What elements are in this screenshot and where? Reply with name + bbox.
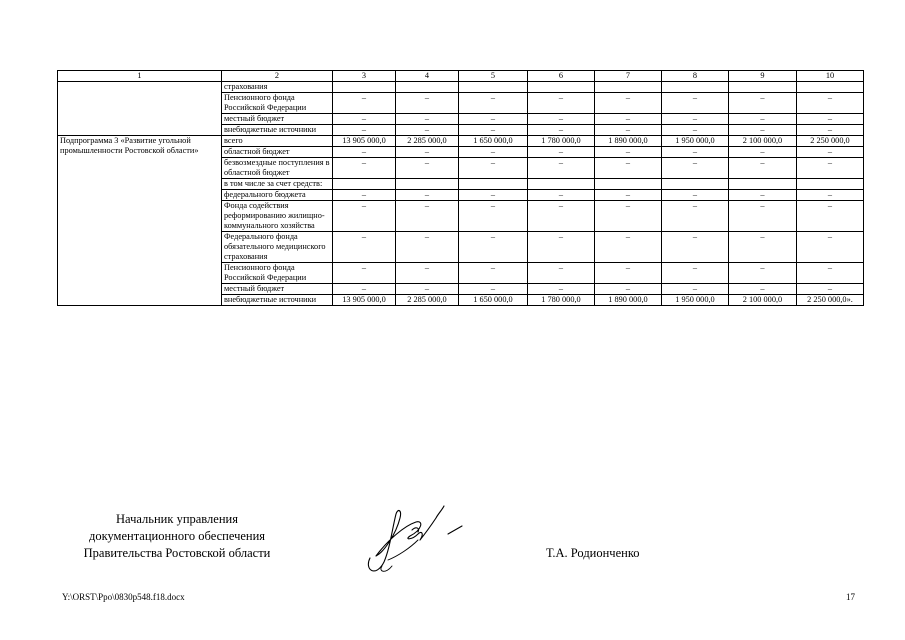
value-cell: – [528,114,595,125]
value-cell: – [595,147,662,158]
value-cell: – [459,125,528,136]
value-cell [528,179,595,190]
value-cell: – [729,114,797,125]
value-cell: – [459,201,528,232]
value-cell: – [662,263,729,284]
value-cell: – [729,147,797,158]
signatory-title-line-1: Начальник управления [116,512,238,526]
funding-source-cell: Фонда содействия реформированию жилищно-коммунального хозяйства [222,201,333,232]
value-cell: – [396,263,459,284]
funding-source-cell: Пенсионного фонда Российской Федерации [222,263,333,284]
funding-source-cell: местный бюджет [222,284,333,295]
value-cell: – [528,147,595,158]
value-cell: – [528,284,595,295]
value-cell: 1 890 000,0 [595,136,662,147]
value-cell: – [333,125,396,136]
value-cell: – [662,190,729,201]
value-cell: – [459,190,528,201]
header-cell: 7 [595,71,662,82]
value-cell: – [528,190,595,201]
value-cell [662,82,729,93]
value-cell: – [797,284,864,295]
header-cell: 6 [528,71,595,82]
funding-source-cell: внебюджетные источники [222,125,333,136]
value-cell: – [595,190,662,201]
value-cell [662,179,729,190]
value-cell: 1 780 000,0 [528,295,595,306]
value-cell: – [595,114,662,125]
value-cell: – [662,284,729,295]
value-cell: – [595,93,662,114]
value-cell: – [459,147,528,158]
value-cell: – [729,284,797,295]
table-body [58,71,864,306]
value-cell: – [459,93,528,114]
value-cell: 2 100 000,0 [729,136,797,147]
value-cell: – [595,284,662,295]
value-cell: – [333,263,396,284]
value-cell: 1 780 000,0 [528,136,595,147]
value-cell: – [333,190,396,201]
funding-source-cell: безвозмездные поступления в областной бюджет [222,158,333,179]
funding-source-cell: страхования [222,82,333,93]
value-cell: – [662,232,729,263]
funding-source-cell: Федерального фонда обязательного медицинского страхования [222,232,333,263]
footer-file-path: Y:\ORST\Ppo\0830p548.f18.docx [62,592,185,602]
funding-source-cell: Пенсионного фонда Российской Федерации [222,93,333,114]
value-cell: – [528,232,595,263]
value-cell: – [396,284,459,295]
value-cell: 1 890 000,0 [595,295,662,306]
value-cell: – [729,158,797,179]
header-cell: 5 [459,71,528,82]
value-cell: – [729,93,797,114]
value-cell [595,82,662,93]
value-cell: – [459,158,528,179]
value-cell: – [797,125,864,136]
value-cell: 2 250 000,0 [797,136,864,147]
value-cell [595,179,662,190]
value-cell: 1 650 000,0 [459,295,528,306]
program-name-cell [58,82,222,136]
funding-source-cell: в том числе за счет средств: [222,179,333,190]
value-cell: – [662,158,729,179]
budget-table [57,70,864,306]
value-cell: – [333,201,396,232]
signatory-title-line-2: документационного обеспечения [88,529,266,543]
value-cell [333,82,396,93]
value-cell: – [528,263,595,284]
value-cell [459,82,528,93]
funding-source-cell: местный бюджет [222,114,333,125]
value-cell: – [729,190,797,201]
value-cell: – [595,158,662,179]
value-cell [396,179,459,190]
value-cell: – [729,201,797,232]
value-cell: – [333,232,396,263]
value-cell: – [396,232,459,263]
header-cell: 3 [333,71,396,82]
value-cell [797,82,864,93]
value-cell: – [396,147,459,158]
funding-source-cell: федерального бюджета [222,190,333,201]
table-row [58,136,864,147]
value-cell: – [662,201,729,232]
header-cell: 4 [396,71,459,82]
value-cell: – [396,125,459,136]
signatory-title [62,511,292,562]
page-number: 17 [846,592,855,602]
value-cell: – [729,263,797,284]
value-cell: – [662,147,729,158]
value-cell: – [797,158,864,179]
value-cell: – [333,284,396,295]
value-cell: – [528,201,595,232]
value-cell: – [595,201,662,232]
funding-source-cell: внебюджетные источники [222,295,333,306]
value-cell: – [797,114,864,125]
value-cell: – [459,232,528,263]
value-cell [528,82,595,93]
table-row [58,82,864,93]
signatory-name: Т.А. Родионченко [546,546,640,560]
value-cell [459,179,528,190]
value-cell: – [396,93,459,114]
header-cell: 1 [58,71,222,82]
value-cell: 2 285 000,0 [396,136,459,147]
value-cell [729,82,797,93]
value-cell [729,179,797,190]
value-cell: – [396,190,459,201]
value-cell: – [662,114,729,125]
value-cell: – [396,201,459,232]
table-header-row [58,71,864,82]
value-cell [797,179,864,190]
value-cell: – [528,158,595,179]
signatory-title-line-3: Правительства Ростовской области [83,546,271,560]
value-cell: – [459,284,528,295]
value-cell: 13 905 000,0 [333,136,396,147]
value-cell: – [662,93,729,114]
value-cell: – [396,114,459,125]
value-cell: 1 950 000,0 [662,295,729,306]
value-cell: – [797,190,864,201]
header-cell: 2 [222,71,333,82]
value-cell: – [459,263,528,284]
value-cell: – [662,125,729,136]
handwritten-signature-icon [358,500,468,580]
value-cell [396,82,459,93]
funding-source-cell: всего [222,136,333,147]
value-cell: – [595,232,662,263]
program-name-cell: Подпрограмма 3 «Развитие угольной промышленности Ростовской области» [58,136,222,306]
value-cell: – [396,158,459,179]
value-cell: – [333,93,396,114]
header-cell: 8 [662,71,729,82]
value-cell: – [333,158,396,179]
value-cell: – [595,263,662,284]
value-cell: 2 250 000,0». [797,295,864,306]
funding-source-cell: областной бюджет [222,147,333,158]
header-cell: 9 [729,71,797,82]
value-cell: – [595,125,662,136]
value-cell: – [729,125,797,136]
value-cell [333,179,396,190]
value-cell: 1 950 000,0 [662,136,729,147]
value-cell: 1 650 000,0 [459,136,528,147]
value-cell: – [729,232,797,263]
value-cell: – [797,263,864,284]
value-cell: – [797,147,864,158]
value-cell: – [797,232,864,263]
value-cell: – [797,201,864,232]
value-cell: 13 905 000,0 [333,295,396,306]
value-cell: – [333,147,396,158]
value-cell: – [528,93,595,114]
value-cell: 2 100 000,0 [729,295,797,306]
value-cell: – [528,125,595,136]
value-cell: 2 285 000,0 [396,295,459,306]
value-cell: – [459,114,528,125]
header-cell: 10 [797,71,864,82]
value-cell: – [797,93,864,114]
value-cell: – [333,114,396,125]
